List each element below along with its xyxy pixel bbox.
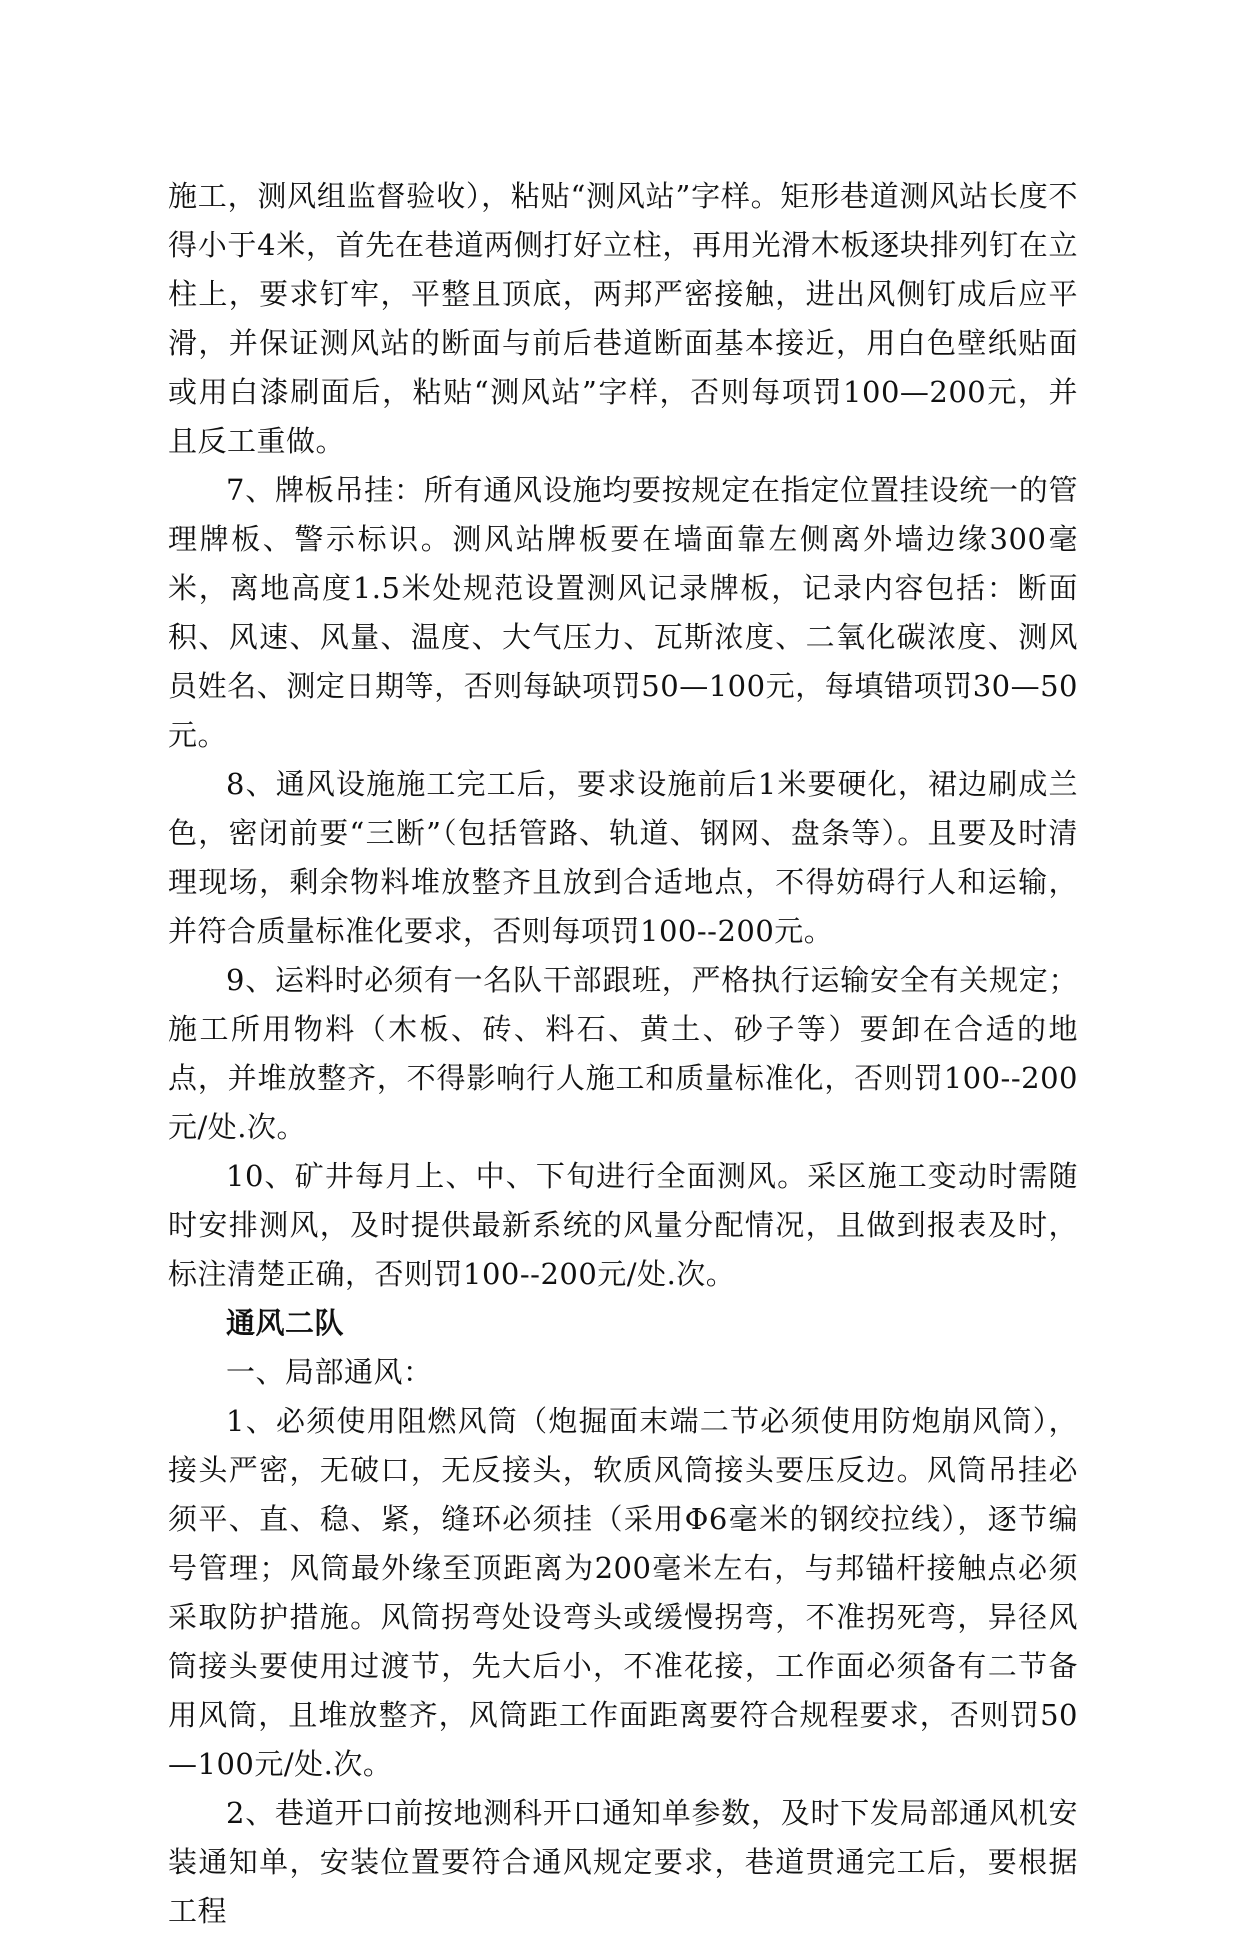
subsection-heading: 一、局部通风： xyxy=(226,1355,433,1389)
paragraph-item-8: 8、通风设施施工完工后，要求设施前后1米要硬化，裙边刷成兰色，密闭前要“三断”（包括管路、轨道、钢网、盘条等）。且要及时清理现场，剩余物料堆放整齐且放到合适地点，不得妨碍行人和运输，并符合质量标准化要求，否则每项罚100--200元。 xyxy=(168,767,1078,948)
paragraph-item-10: 10、矿井每月上、中、下旬进行全面测风。采区施工变动时需随时安排测风，及时提供最新系统的风量分配情况，且做到报表及时，标注清楚正确，否则罚100--200元/处.次。 xyxy=(168,1159,1078,1291)
paragraph-continuation: 施工，测风组监督验收），粘贴“测风站”字样。矩形巷道测风站长度不得小于4米，首先在巷道两侧打好立柱，再用光滑木板逐块排列钉在立柱上，要求钉牢，平整且顶底，两邦严密接触，进出风侧钉成后应平滑，并保证测风站的断面与前后巷道断面基本接近，用白色壁纸贴面或用白漆刷面后，粘贴“测风站”字样，否则每项罚100—200元，并且反工重做。 xyxy=(168,179,1078,458)
paragraph-item-7: 7、牌板吊挂：所有通风设施均要按规定在指定位置挂设统一的管理牌板、警示标识。测风站牌板要在墙面靠左侧离外墙边缘300毫米，离地高度1.5米处规范设置测风记录牌板，记录内容包括：断面积、风速、风量、温度、大气压力、瓦斯浓度、二氧化碳浓度、测风员姓名、测定日期等，否则每缺项罚50—100元，每填错项罚30—50元。 xyxy=(168,473,1078,752)
document-page xyxy=(168,172,1078,1936)
paragraph-section2-item-1: 1、必须使用阻燃风筒（炮掘面末端二节必须使用防炮崩风筒），接头严密，无破口，无反接头，软质风筒接头要压反边。风筒吊挂必须平、直、稳、紧，缝环必须挂（采用Φ6毫米的钢绞拉线），逐节编号管理；风筒最外缘至顶距离为200毫米左右，与邦锚杆接触点必须采取防护措施。风筒拐弯处设弯头或缓慢拐弯，不准拐死弯，异径风筒接头要使用过渡节，先大后小，不准花接，工作面必须备有二节备用风筒，且堆放整齐，风筒距工作面距离要符合规程要求，否则罚50—100元/处.次。 xyxy=(168,1404,1078,1781)
paragraph-section2-item-2: 2、巷道开口前按地测科开口通知单参数，及时下发局部通风机安装通知单，安装位置要符合通风规定要求，巷道贯通完工后，要根据工程 xyxy=(168,1796,1078,1928)
paragraph-item-9: 9、运料时必须有一名队干部跟班，严格执行运输安全有关规定；施工所用物料（木板、砖、料石、黄土、砂子等）要卸在合适的地点，并堆放整齐，不得影响行人施工和质量标准化，否则罚100--200元/处.次。 xyxy=(168,963,1078,1144)
section-heading: 通风二队 xyxy=(226,1306,345,1340)
